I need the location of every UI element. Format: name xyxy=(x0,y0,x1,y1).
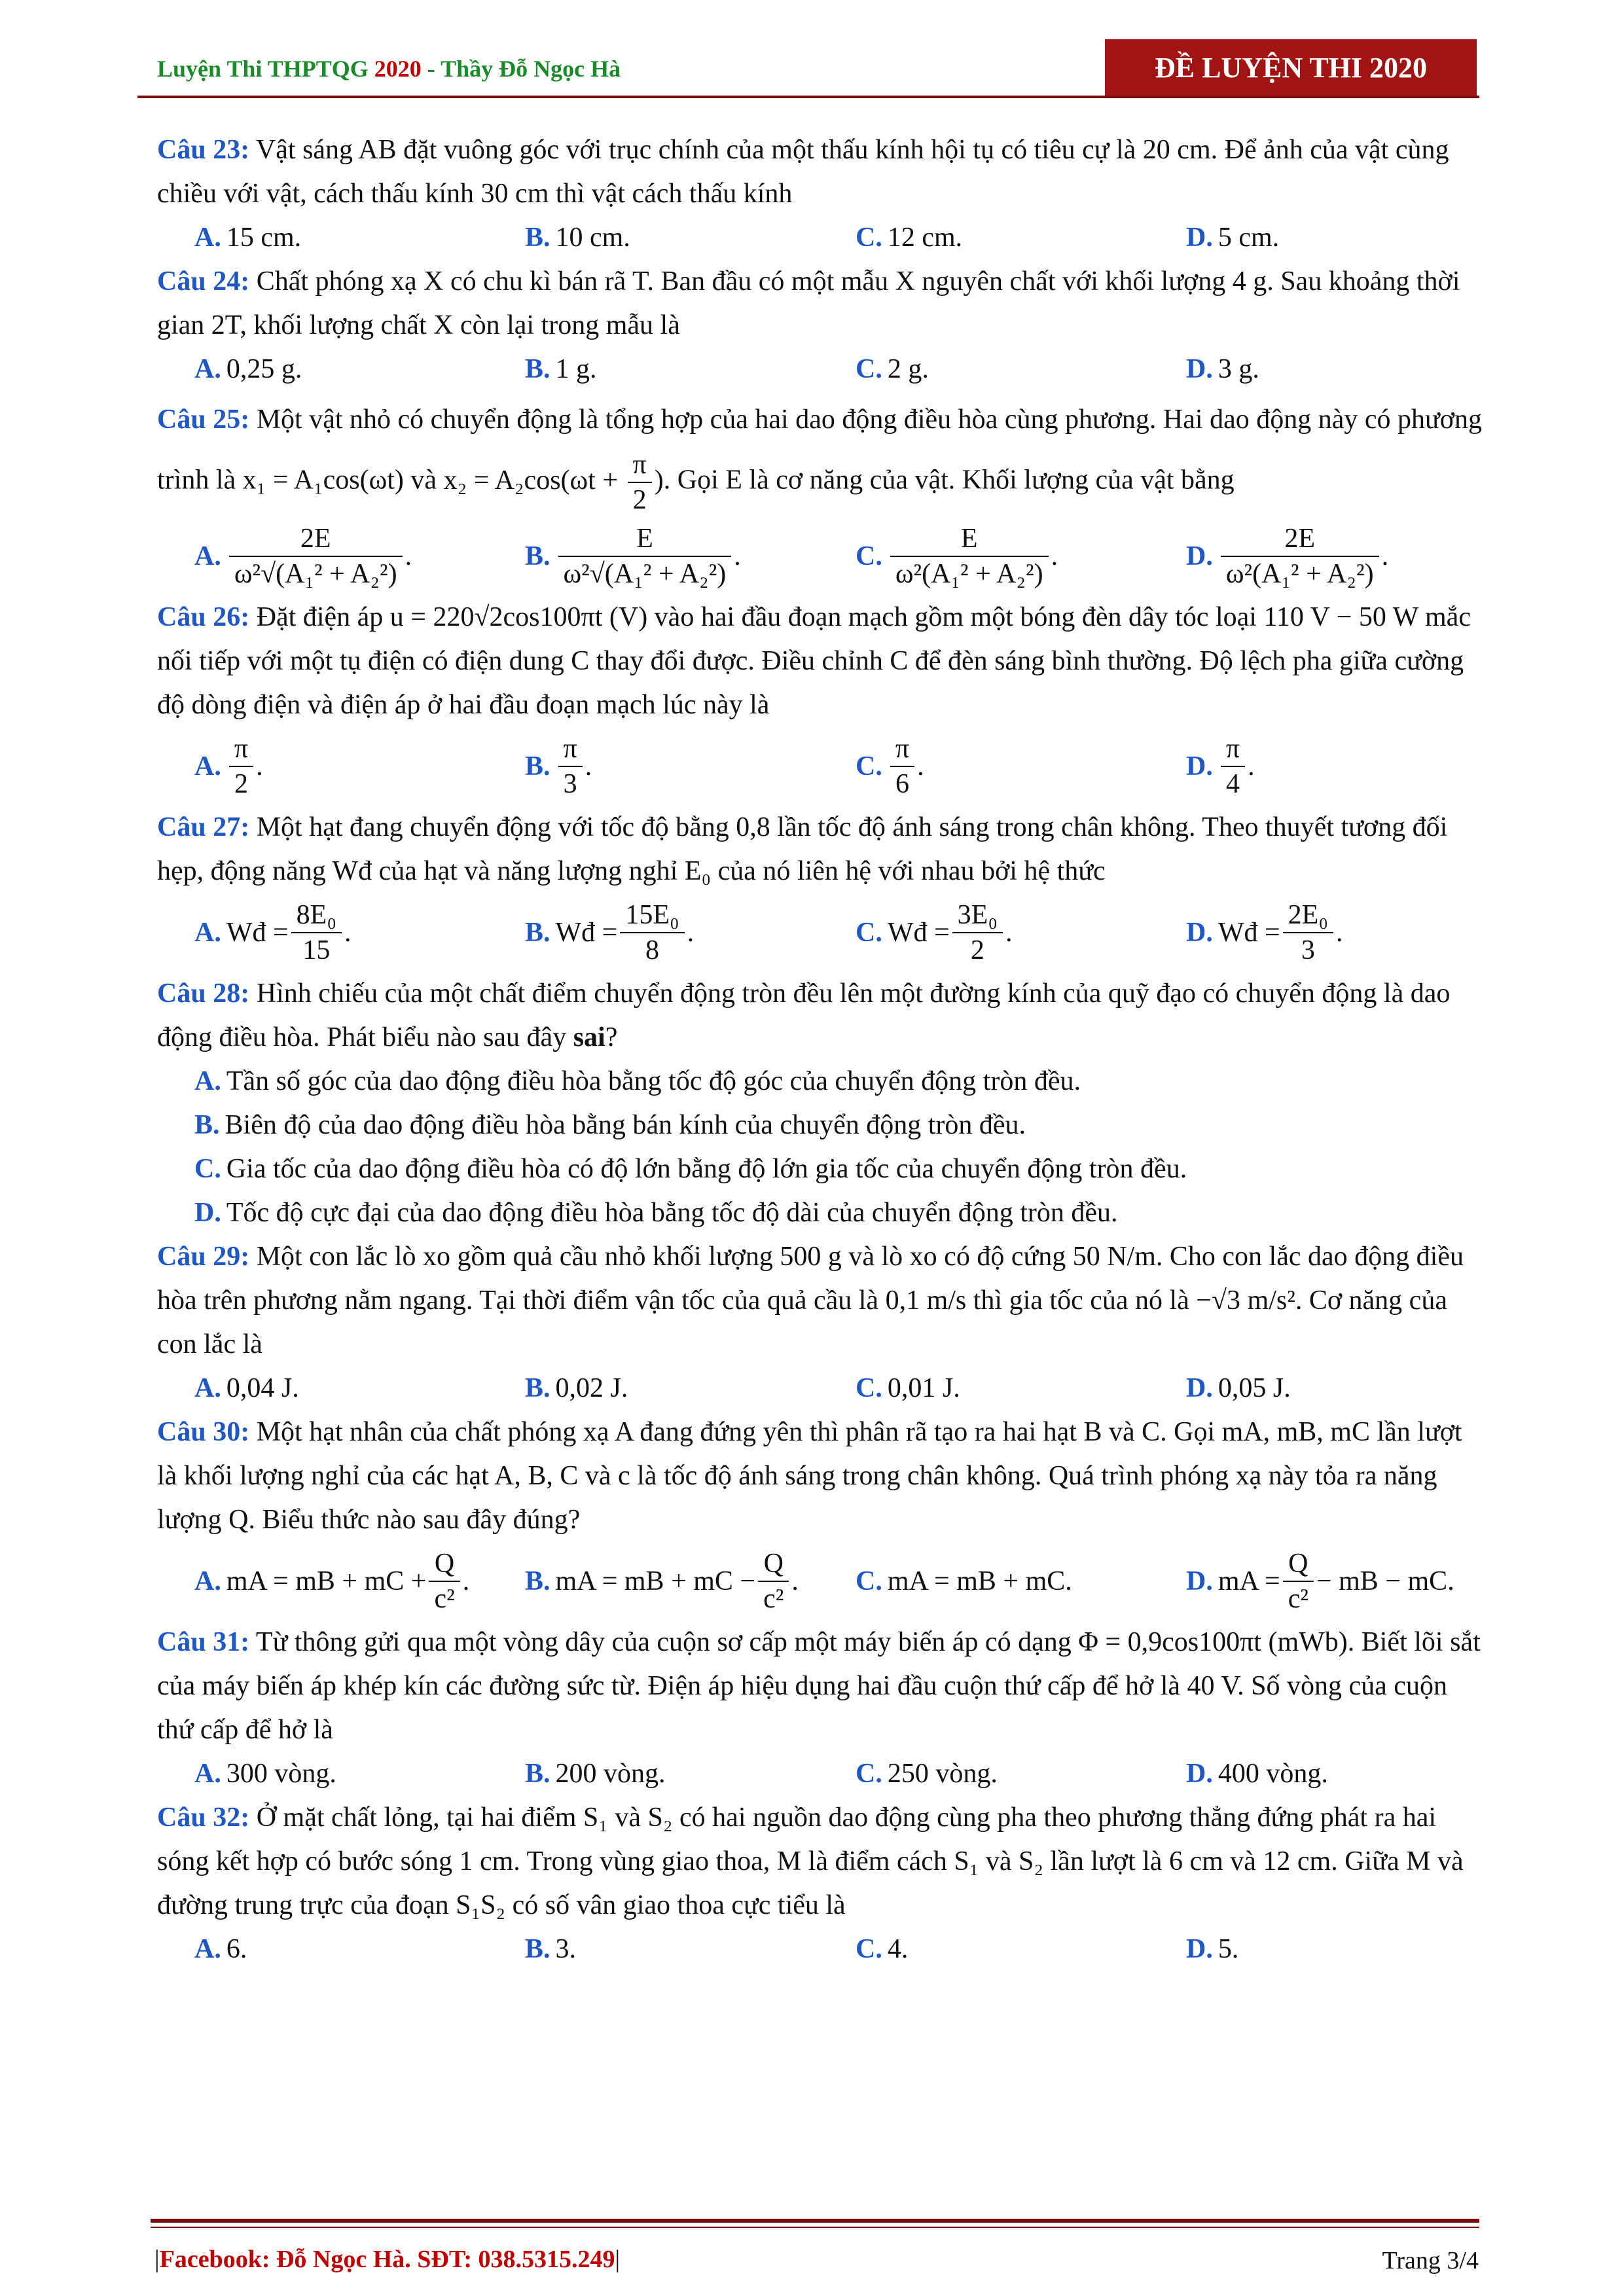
option-d[interactable]: D. Wđ = $\frac{\text{2E₀}}{3}$ . xyxy=(1186,898,1517,967)
option-a[interactable]: A. 15 cm. xyxy=(194,223,302,253)
option-b[interactable]: B. 3. xyxy=(525,1934,577,1964)
footer-divider-thin xyxy=(151,2227,1479,2228)
option-b[interactable]: B. Wđ = $\frac{\text{15E₀}}{8}$ . xyxy=(525,898,856,967)
question-text: Đặt điện áp u = 220√2cos100πt (V) vào hai đầu đoạn mạch gồm một bóng đèn dây tóc loại 110 V − 50 W mắc nối tiếp với một tụ điện có điện dung C thay đổi được. Điều chỉnh C để đèn sáng bình thường. Độ lệch pha giữa cường độ dòng điện và điện áp ở hai đầu đoạn mạch lúc này là xyxy=(157,602,1471,720)
option-d[interactable]: D. Tốc độ cực đại của dao động điều hòa bằng tốc độ dài của chuyển động tròn đều. xyxy=(194,1198,1118,1228)
option-b[interactable]: B. $\frac{E}{\text{ω²√(A₁² + A₂²)}}$ . xyxy=(525,522,856,591)
option-a[interactable]: A. 6. xyxy=(194,1934,247,1964)
option-a[interactable]: A. 300 vòng. xyxy=(194,1759,336,1789)
header-divider xyxy=(137,96,1479,98)
option-a[interactable]: A. 0,04 J. xyxy=(194,1373,299,1403)
option-c[interactable]: C. mA = mB + mC. xyxy=(856,1566,1072,1596)
option-c[interactable]: C. $\frac{E}{\text{ω²(A₁² + A₂²)}}$ . xyxy=(856,522,1186,591)
question-23 xyxy=(157,128,1483,260)
option-a[interactable]: A. 0,25 g. xyxy=(194,354,302,384)
option-c[interactable]: C. 2 g. xyxy=(856,354,929,384)
question-text: Vật sáng AB đặt vuông góc với trục chính của một thấu kính hội tụ có tiêu cự là 20 cm. Để ảnh của vật cùng chiều với vật, cách thấu kính 30 cm thì vật cách thấu kính xyxy=(157,135,1449,209)
option-c[interactable]: C. $\frac{\pi}{6}$ . xyxy=(856,732,1186,801)
question-list xyxy=(157,128,1483,1971)
header-year: 2020 xyxy=(374,56,422,82)
option-d[interactable]: D. 5 cm. xyxy=(1186,223,1280,253)
footer-contact: |Facebook: Đỗ Ngọc Hà. SĐT: 038.5315.249| xyxy=(154,2246,621,2273)
question-32 xyxy=(157,1796,1483,1971)
question-28: Câu 28: Hình chiếu của một chất điểm chuyển động tròn đều lên một đường kính của quỹ đạo có chuyển động là dao động điều hòa. Phát biểu nào sau đây sai? A. Tần số góc của dao động điều hòa bằng tốc độ góc của chuyển động tròn đều. B. Biên độ của dao động điều hòa bằng bán kính của chuyển động tròn đều. C. Gia tốc của dao động điều hòa có độ lớn bằng độ lớn gia tốc của chuyển động tròn đều. D. Tốc độ cực đại của dao động điều hòa bằng tốc độ dài của chuyển động tròn đều. xyxy=(157,972,1483,1235)
question-30 xyxy=(157,1410,1483,1621)
question-text: Ở mặt chất lỏng, tại hai điểm S₁ và S₂ có hai nguồn dao động cùng pha theo phương thẳng đứng phát ra hai sóng kết hợp có bước sóng 1 cm. Trong vùng giao thoa, M là điểm cách S₁ và S₂ lần lượt là 6 cm và 12 cm. Giữa M và đường trung trực của đoạn S₁S₂ có số vân giao thoa cực tiểu là xyxy=(157,1803,1464,1920)
page-number: Trang 3/4 xyxy=(1382,2247,1479,2274)
option-b[interactable]: B. 0,02 J. xyxy=(525,1373,628,1403)
option-a[interactable]: A. $\frac{\pi}{2}$ . xyxy=(194,732,525,801)
option-d[interactable]: D. $\frac{\pi}{4}$ . xyxy=(1186,732,1517,801)
header-title xyxy=(157,55,621,82)
option-b[interactable]: B. 1 g. xyxy=(525,354,597,384)
question-label: Câu 25: xyxy=(157,404,250,435)
option-b[interactable]: B. 200 vòng. xyxy=(525,1759,666,1789)
option-b[interactable]: B. Biên độ của dao động điều hòa bằng bán kính của chuyển động tròn đều. xyxy=(194,1110,1026,1140)
option-b[interactable]: B. 10 cm. xyxy=(525,223,630,253)
question-text: Hình chiếu của một chất điểm chuyển động tròn đều lên một đường kính của quỹ đạo có chuyển động là dao động điều hòa. Phát biểu nào sau đây xyxy=(157,978,1451,1052)
question-29 xyxy=(157,1235,1483,1410)
question-label: Câu 28: xyxy=(157,978,250,1009)
equation-x2: x₂ = A₂cos(ωt + $\frac{\pi}{2}$ ) xyxy=(444,465,664,495)
question-text: Từ thông gửi qua một vòng dây của cuộn sơ cấp một máy biến áp có dạng Φ = 0,9cos100πt (mWb). Biết lõi sắt của máy biến áp khép kín các đường sức từ. Điện áp hiệu dụng hai đầu cuộn thứ cấp để hở là 40 V. Số vòng của cuộn thứ cấp để hở là xyxy=(157,1627,1481,1745)
option-a[interactable]: A. mA = mB + mC + $\frac{Q}{\text{c²}}$ . xyxy=(194,1547,525,1616)
equation-x1: x₁ = A₁cos(ωt) xyxy=(242,465,404,495)
header-teacher: Thầy Đỗ Ngọc Hà xyxy=(441,56,621,82)
question-label: Câu 29: xyxy=(157,1242,250,1272)
option-d[interactable]: D. 400 vòng. xyxy=(1186,1759,1328,1789)
option-a[interactable]: A. Wđ = $\frac{\text{8E₀}}{15}$ . xyxy=(194,898,525,967)
question-26 xyxy=(157,596,1483,806)
question-27 xyxy=(157,806,1483,972)
option-d[interactable]: D. 3 g. xyxy=(1186,354,1259,384)
question-31 xyxy=(157,1621,1483,1796)
header-separator: - xyxy=(421,56,441,82)
emphasis-word: sai xyxy=(573,1022,605,1052)
question-label: Câu 31: xyxy=(157,1627,250,1657)
contact-text: Facebook: Đỗ Ngọc Hà. SĐT: 038.5315.249 xyxy=(159,2246,615,2273)
question-text: Một con lắc lò xo gồm quả cầu nhỏ khối lượng 500 g và lò xo có độ cứng 50 N/m. Cho con lắc dao động điều hòa trên phương nằm ngang. Tại thời điểm vận tốc của quả cầu là 0,1 m/s thì gia tốc của nó là −√3 m/s². Cơ năng của con lắc là xyxy=(157,1242,1464,1359)
question-text: Một vật nhỏ có chuyển động là tổng hợp của hai dao động điều hòa cùng phương. Hai dao động này có phương trình là xyxy=(157,404,1482,495)
question-label: Câu 26: xyxy=(157,602,250,632)
option-c[interactable]: C. Wđ = $\frac{\text{3E₀}}{2}$ . xyxy=(856,898,1186,967)
option-d[interactable]: D. $\frac{2E}{\text{ω²(A₁² + A₂²)}}$ . xyxy=(1186,522,1517,591)
option-d[interactable]: D. 5. xyxy=(1186,1934,1239,1964)
question-text: Một hạt đang chuyển động với tốc độ bằng 0,8 lần tốc độ ánh sáng trong chân không. Theo thuyết tương đối hẹp, động năng Wđ của hạt và năng lượng nghỉ E₀ của nó liên hệ với nhau bởi hệ thức xyxy=(157,812,1448,886)
question-text: Một hạt nhân của chất phóng xạ A đang đứng yên thì phân rã tạo ra hai hạt B và C. Gọi mA, mB, mC lần lượt là khối lượng nghỉ của các hạt A, B, C và c là tốc độ ánh sáng trong chân không. Quá trình phóng xạ này tỏa ra năng lượng Q. Biểu thức nào sau đây đúng? xyxy=(157,1417,1462,1535)
header-series: Luyện Thi THPTQG xyxy=(157,56,374,82)
option-d[interactable]: D. mA = $\frac{Q}{\text{c²}}$ − mB − mC. xyxy=(1186,1547,1517,1616)
question-24 xyxy=(157,260,1483,391)
option-b[interactable]: B. $\frac{\pi}{3}$ . xyxy=(525,732,856,801)
question-label: Câu 23: xyxy=(157,135,250,165)
option-c[interactable]: C. Gia tốc của dao động điều hòa có độ lớn bằng độ lớn gia tốc của chuyển động tròn đều. xyxy=(194,1154,1187,1184)
option-d[interactable]: D. 0,05 J. xyxy=(1186,1373,1291,1403)
question-label: Câu 30: xyxy=(157,1417,250,1447)
question-label: Câu 24: xyxy=(157,266,250,296)
question-label: Câu 27: xyxy=(157,812,250,842)
option-c[interactable]: C. 250 vòng. xyxy=(856,1759,998,1789)
option-a[interactable]: A. $\frac{2E}{\text{ω²√(A₁² + A₂²)}}$ . xyxy=(194,522,525,591)
question-text: Chất phóng xạ X có chu kì bán rã T. Ban đầu có một mẫu X nguyên chất với khối lượng 4 g. Sau khoảng thời gian 2T, khối lượng chất X còn lại trong mẫu là xyxy=(157,266,1460,340)
exam-badge: ĐỀ LUYỆN THI 2020 xyxy=(1105,39,1477,96)
footer-divider-thick xyxy=(151,2219,1479,2223)
question-25: Câu 25: Một vật nhỏ có chuyển động là tổng hợp của hai dao động điều hòa cùng phương. Hai dao động này có phương trình là x₁ = A₁cos(ωt) và x₂ = A₂cos(ωt + $\frac{\pi}{2}$ ). Gọi E là cơ năng của vật. Khối lượng của vật bằng A. $\frac{2E}{\text{ω²√(A₁² + A₂²)}}$ . B. $\frac{E}{\text{ω²√(A₁² + A₂²)}}$ . C. $\frac{E}{\text{ω²(A₁² + A₂²)}}$ . D. $\frac{2E}{\text{ω²(A₁² + A₂²)}}$ . xyxy=(157,391,1483,596)
option-c[interactable]: C. 12 cm. xyxy=(856,223,963,253)
option-c[interactable]: C. 4. xyxy=(856,1934,909,1964)
option-c[interactable]: C. 0,01 J. xyxy=(856,1373,960,1403)
question-label: Câu 32: xyxy=(157,1803,250,1833)
option-b[interactable]: B. mA = mB + mC − $\frac{Q}{\text{c²}}$ . xyxy=(525,1547,856,1616)
option-a[interactable]: A. Tần số góc của dao động điều hòa bằng tốc độ góc của chuyển động tròn đều. xyxy=(194,1066,1081,1096)
